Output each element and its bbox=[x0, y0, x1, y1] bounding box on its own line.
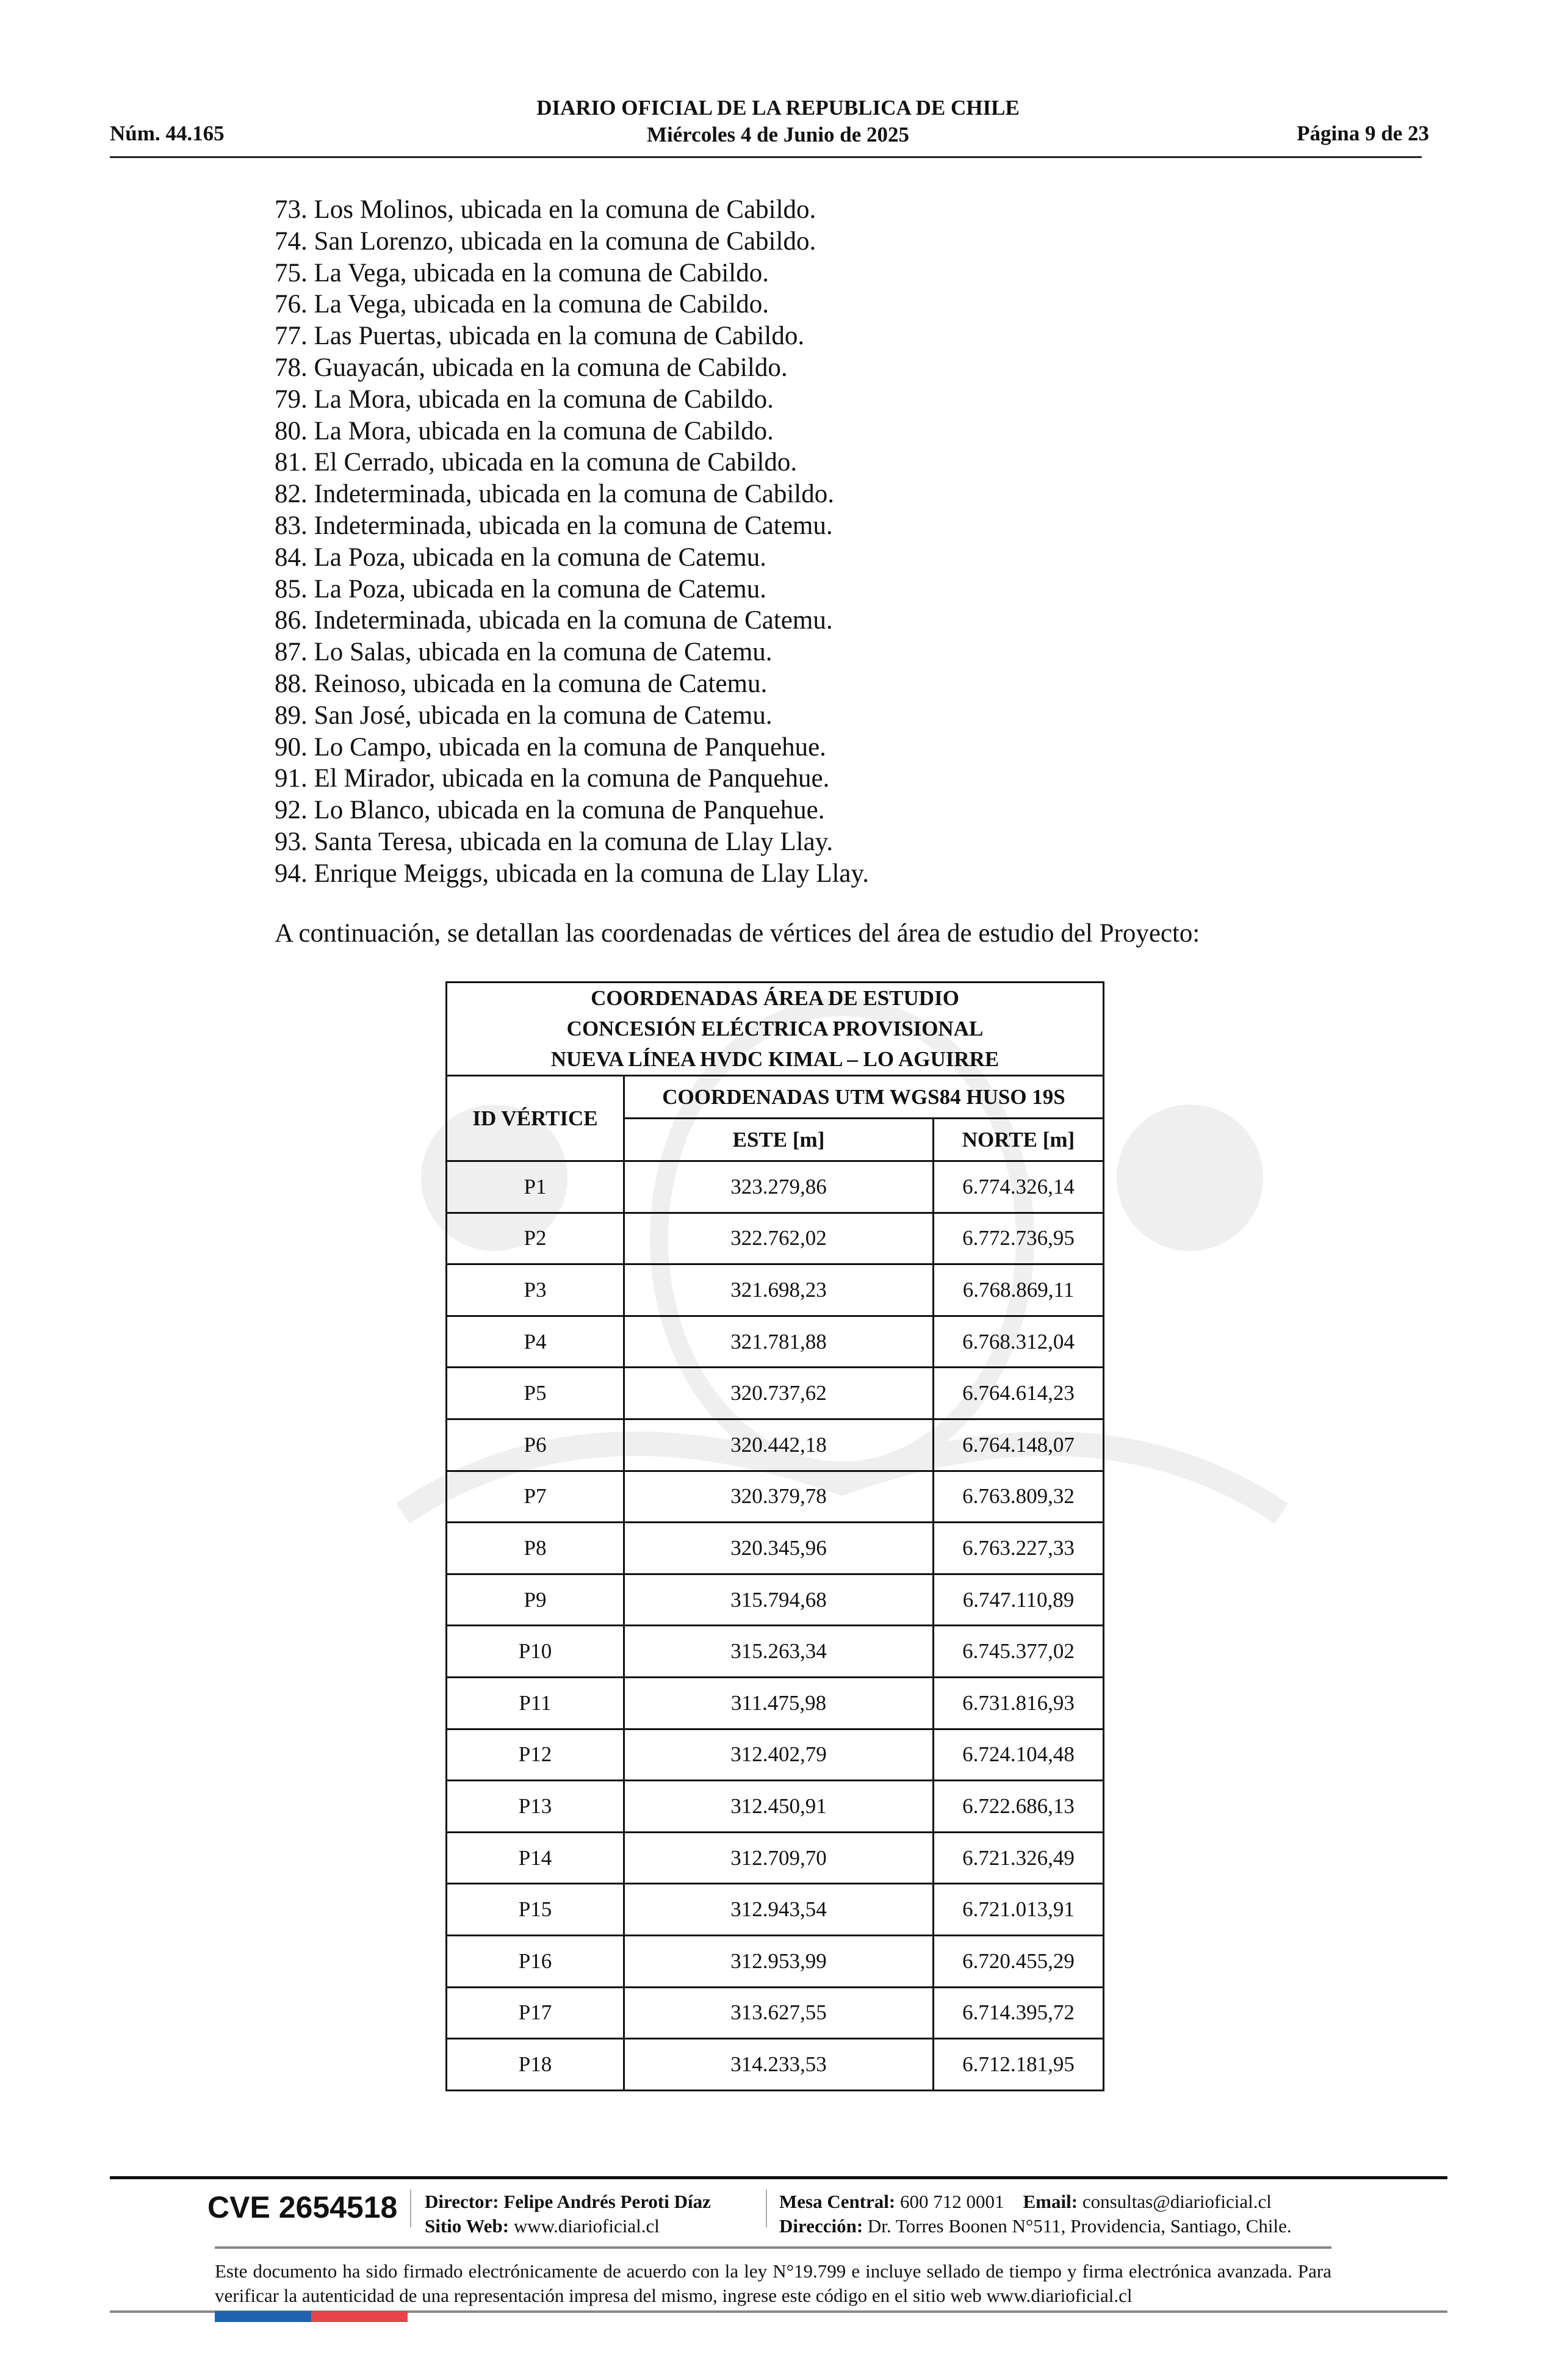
norte-cell: 6.722.686,13 bbox=[934, 1781, 1104, 1833]
list-item: 86. Indeterminada, ubicada en la comuna de Catemu. bbox=[275, 606, 833, 635]
vertex-id-cell: P17 bbox=[447, 1987, 624, 2039]
table-row bbox=[447, 1574, 1104, 1626]
table-row bbox=[447, 1316, 1104, 1368]
footer-separator bbox=[410, 2190, 411, 2227]
este-cell: 321.781,88 bbox=[624, 1316, 934, 1368]
list-item: 85. La Poza, ubicada en la comuna de Catemu. bbox=[275, 574, 766, 604]
norte-cell: 6.721.013,91 bbox=[934, 1884, 1104, 1936]
vertex-id-cell: P12 bbox=[447, 1729, 624, 1781]
list-item: 88. Reinoso, ubicada en la comuna de Catemu. bbox=[275, 669, 768, 698]
list-item: 75. La Vega, ubicada en la comuna de Cabildo. bbox=[275, 258, 769, 287]
vertex-id-cell: P18 bbox=[447, 2039, 624, 2091]
flag-stripe-blue bbox=[215, 2311, 311, 2322]
table-row bbox=[447, 1523, 1104, 1574]
vertex-id-cell: P1 bbox=[447, 1161, 624, 1213]
list-item: 91. El Mirador, ubicada en la comuna de Panquehue. bbox=[275, 764, 830, 793]
footer-divider bbox=[110, 2176, 1447, 2179]
list-item: 83. Indeterminada, ubicada en la comuna de Catemu. bbox=[275, 511, 833, 540]
header-divider bbox=[110, 156, 1422, 158]
table-title bbox=[447, 983, 1104, 1076]
director-name: Felipe Andrés Peroti Díaz bbox=[503, 2191, 711, 2212]
norte-cell: 6.721.326,49 bbox=[934, 1832, 1104, 1884]
vertex-id-cell: P8 bbox=[447, 1523, 624, 1574]
table-row bbox=[447, 1213, 1104, 1264]
phone-number: 600 712 0001 bbox=[900, 2191, 1004, 2212]
este-cell: 315.263,34 bbox=[624, 1626, 934, 1678]
list-item: 81. El Cerrado, ubicada en la comuna de Cabildo. bbox=[275, 448, 798, 477]
table-row bbox=[447, 1471, 1104, 1523]
norte-cell: 6.720.455,29 bbox=[934, 1935, 1104, 1987]
norte-cell: 6.763.227,33 bbox=[934, 1523, 1104, 1574]
issue-date: Miércoles 4 de Junio de 2025 bbox=[646, 123, 909, 146]
table-row bbox=[447, 2039, 1104, 2091]
table-row bbox=[447, 1626, 1104, 1678]
phone-label: Mesa Central: bbox=[779, 2191, 896, 2212]
este-cell: 320.345,96 bbox=[624, 1523, 934, 1574]
vertex-id-cell: P7 bbox=[447, 1471, 624, 1523]
list-item: 92. Lo Blanco, ubicada en la comuna de Panquehue. bbox=[275, 796, 825, 825]
vertex-id-cell: P3 bbox=[447, 1264, 624, 1316]
list-item: 78. Guayacán, ubicada en la comuna de Cabildo. bbox=[275, 353, 788, 382]
footer-contact-block bbox=[779, 2190, 1292, 2238]
table-row bbox=[447, 1264, 1104, 1316]
este-cell: 323.279,86 bbox=[624, 1161, 934, 1213]
norte-cell: 6.768.869,11 bbox=[934, 1264, 1104, 1316]
list-item: 73. Los Molinos, ubicada en la comuna de Cabildo. bbox=[275, 195, 816, 224]
issue-number: Núm. 44.165 bbox=[110, 121, 225, 145]
table-title-line: COORDENADAS ÁREA DE ESTUDIO bbox=[591, 986, 959, 1010]
list-item: 84. La Poza, ubicada en la comuna de Catemu. bbox=[275, 543, 766, 572]
este-cell: 312.450,91 bbox=[624, 1781, 934, 1833]
address-label: Dirección: bbox=[779, 2215, 863, 2237]
footer-divider bbox=[215, 2246, 1331, 2249]
vertex-id-cell: P15 bbox=[447, 1884, 624, 1936]
norte-cell: 6.745.377,02 bbox=[934, 1626, 1104, 1678]
este-cell: 312.402,79 bbox=[624, 1729, 934, 1781]
norte-cell: 6.772.736,95 bbox=[934, 1213, 1104, 1264]
vertex-id-cell: P10 bbox=[447, 1626, 624, 1678]
este-cell: 321.698,23 bbox=[624, 1264, 934, 1316]
norte-cell: 6.731.816,93 bbox=[934, 1677, 1104, 1729]
list-item: 89. San José, ubicada en la comuna de Catemu. bbox=[275, 701, 773, 730]
este-cell: 312.943,54 bbox=[624, 1884, 934, 1936]
list-item: 74. San Lorenzo, ubicada en la comuna de Cabildo. bbox=[275, 226, 816, 256]
norte-cell: 6.712.181,95 bbox=[934, 2039, 1104, 2091]
este-cell: 313.627,55 bbox=[624, 1987, 934, 2039]
norte-cell: 6.768.312,04 bbox=[934, 1316, 1104, 1368]
newspaper-title: DIARIO OFICIAL DE LA REPUBLICA DE CHILE bbox=[536, 96, 1020, 120]
vertex-id-cell: P4 bbox=[447, 1316, 624, 1368]
cve-code: CVE 2654518 bbox=[207, 2190, 398, 2224]
este-cell: 322.762,02 bbox=[624, 1213, 934, 1264]
address: Dr. Torres Boonen N°511, Providencia, Santiago, Chile. bbox=[867, 2215, 1292, 2237]
norte-cell: 6.763.809,32 bbox=[934, 1471, 1104, 1523]
table-title-line: NUEVA LÍNEA HVDC KIMAL – LO AGUIRRE bbox=[550, 1047, 1000, 1071]
vertex-id-cell: P13 bbox=[447, 1781, 624, 1833]
footer-director-block bbox=[425, 2190, 711, 2238]
table-row bbox=[447, 1935, 1104, 1987]
id-vertex-header: ID VÉRTICE bbox=[447, 1076, 624, 1161]
norte-cell: 6.714.395,72 bbox=[934, 1987, 1104, 2039]
website-link[interactable]: www.diarioficial.cl bbox=[513, 2215, 660, 2237]
intro-paragraph: A continuación, se detallan las coordenadas de vértices del área de estudio del Proyecto: bbox=[275, 919, 1200, 948]
list-item: 94. Enrique Meiggs, ubicada en la comuna de Llay Llay. bbox=[275, 859, 869, 888]
legal-notice: Este documento ha sido firmado electrónicamente de acuerdo con la ley N°19.799 e incluye sellado de tiempo y firma electrónica avanzada. Para verificar la autenticidad de una representación impresa del mismo, ingrese este código en el sitio web www.diarioficial.cl bbox=[215, 2260, 1331, 2306]
norte-cell: 6.774.326,14 bbox=[934, 1161, 1104, 1213]
flag-stripe-red bbox=[311, 2311, 408, 2322]
list-item: 79. La Mora, ubicada en la comuna de Cabildo. bbox=[275, 384, 774, 414]
utm-coords-header: COORDENADAS UTM WGS84 HUSO 19S bbox=[624, 1076, 1104, 1119]
vertex-id-cell: P9 bbox=[447, 1574, 624, 1626]
table-title-line: CONCESIÓN ELÉCTRICA PROVISIONAL bbox=[566, 1017, 984, 1040]
norte-cell: 6.764.148,07 bbox=[934, 1419, 1104, 1471]
este-header: ESTE [m] bbox=[624, 1119, 934, 1161]
vertex-id-cell: P11 bbox=[447, 1677, 624, 1729]
este-cell: 320.737,62 bbox=[624, 1368, 934, 1419]
este-cell: 312.709,70 bbox=[624, 1832, 934, 1884]
este-cell: 314.233,53 bbox=[624, 2039, 934, 2091]
table-row bbox=[447, 1729, 1104, 1781]
footer-separator bbox=[766, 2190, 767, 2227]
vertex-id-cell: P14 bbox=[447, 1832, 624, 1884]
property-list bbox=[275, 194, 869, 890]
list-item: 87. Lo Salas, ubicada en la comuna de Catemu. bbox=[275, 638, 773, 667]
list-item: 93. Santa Teresa, ubicada en la comuna de Llay Llay. bbox=[275, 827, 834, 856]
norte-cell: 6.764.614,23 bbox=[934, 1368, 1104, 1419]
este-cell: 311.475,98 bbox=[624, 1677, 934, 1729]
vertex-id-cell: P6 bbox=[447, 1419, 624, 1471]
list-item: 80. La Mora, ubicada en la comuna de Cabildo. bbox=[275, 416, 774, 445]
table-row bbox=[447, 1832, 1104, 1884]
table-row bbox=[447, 1419, 1104, 1471]
email-link[interactable]: consultas@diarioficial.cl bbox=[1082, 2191, 1272, 2212]
table-row bbox=[447, 1677, 1104, 1729]
vertex-id-cell: P5 bbox=[447, 1368, 624, 1419]
norte-cell: 6.747.110,89 bbox=[934, 1574, 1104, 1626]
list-item: 90. Lo Campo, ubicada en la comuna de Panquehue. bbox=[275, 732, 826, 762]
page-number: Página 9 de 23 bbox=[1297, 121, 1429, 145]
list-item: 82. Indeterminada, ubicada en la comuna de Cabildo. bbox=[275, 480, 835, 509]
este-cell: 320.442,18 bbox=[624, 1419, 934, 1471]
table-row bbox=[447, 1781, 1104, 1833]
este-cell: 320.379,78 bbox=[624, 1471, 934, 1523]
director-label: Director: bbox=[425, 2191, 499, 2212]
email-label: Email: bbox=[1023, 2191, 1078, 2212]
vertex-id-cell: P2 bbox=[447, 1213, 624, 1264]
web-label: Sitio Web: bbox=[425, 2215, 510, 2237]
coordinates-table bbox=[445, 981, 1104, 2091]
norte-cell: 6.724.104,48 bbox=[934, 1729, 1104, 1781]
table-row bbox=[447, 1368, 1104, 1419]
table-row bbox=[447, 1161, 1104, 1213]
list-item: 76. La Vega, ubicada en la comuna de Cabildo. bbox=[275, 290, 769, 319]
vertex-id-cell: P16 bbox=[447, 1935, 624, 1987]
este-cell: 312.953,99 bbox=[624, 1935, 934, 1987]
table-row bbox=[447, 1987, 1104, 2039]
list-item: 77. Las Puertas, ubicada en la comuna de Cabildo. bbox=[275, 322, 805, 351]
este-cell: 315.794,68 bbox=[624, 1574, 934, 1626]
norte-header: NORTE [m] bbox=[934, 1119, 1104, 1161]
table-row bbox=[447, 1884, 1104, 1936]
